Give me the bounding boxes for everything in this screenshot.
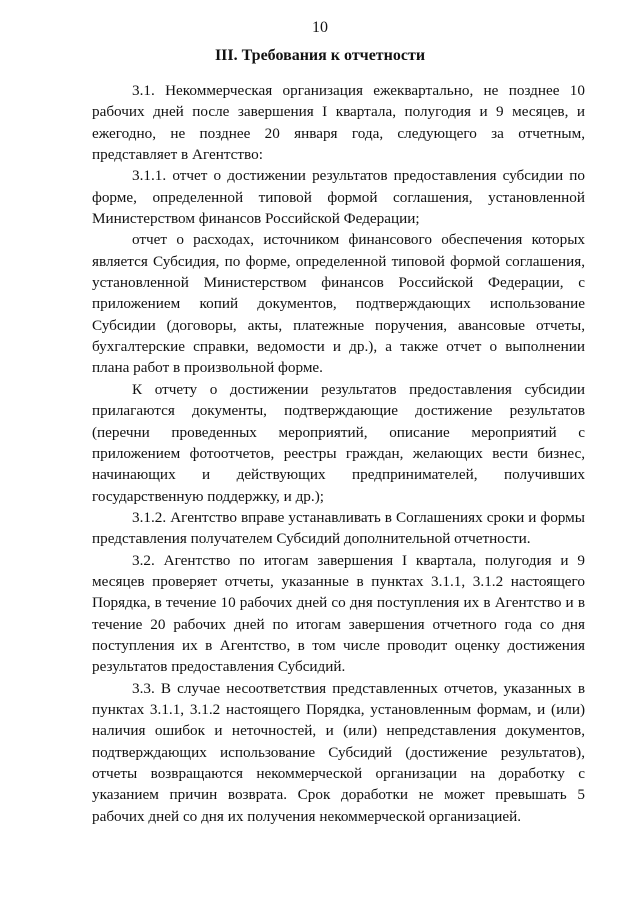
document-body <box>92 80 585 827</box>
paragraph-expense-report: отчет о расходах, источником финансового обеспечения которых является Субсидия, по форме, определенной типовой формой соглашения, установленной Министерством финансов Российской Федерации, с приложением копий документов, подтверждающих использование Субсидии (договоры, акты, платежные поручения, авансовые отчеты, бухгалтерские справки, ведомости и др.), а также отчет о выполнении плана работ в произвольной форме. <box>92 231 585 377</box>
paragraph-3-1-2: 3.1.2. Агентство вправе устанавливать в Соглашениях сроки и формы представления получателем Субсидий дополнительной отчетности. <box>92 508 585 548</box>
section-title: III. Требования к отчетности <box>214 47 426 64</box>
paragraph-3-1: 3.1. Некоммерческая организация ежеквартально, не позднее 10 рабочих дней после завершения I квартала, полугодия и 9 месяцев, и ежегодно, не позднее 20 января года, следующего за отчетным, представляет в Агентство: <box>92 82 585 164</box>
paragraph-3-3: 3.3. В случае несоответствия представленных отчетов, указанных в пунктах 3.1.1, 3.1.2 настоящего Порядка, установленным формам, и (или) наличия ошибок и неточностей, и (или) непредставления документов, подтверждающих использование Субсидий (достижение результатов), отчеты возвращаются некоммерческой организации на доработку с указанием причин возврата. Срок доработки не может превышать 5 рабочих дней со дня их получения некоммерческой организацией. <box>92 679 585 825</box>
paragraph-3-1-1: 3.1.1. отчет о достижении результатов предоставления субсидии по форме, определенной типовой формой соглашения, установленной Министерством финансов Российской Федерации; <box>92 167 585 228</box>
paragraph-3-2: 3.2. Агентство по итогам завершения I квартала, полугодия и 9 месяцев проверяет отчеты, указанные в пунктах 3.1.1, 3.1.2 настоящего Порядка, в течение 10 рабочих дней со дня поступления их в Агентство и в течение 20 рабочих дней по итогам завершения отчетного года со дня поступления их в Агентство, в том числе проводит оценку достижения результатов предоставления Субсидий. <box>92 551 585 676</box>
paragraph-report-attachments: К отчету о достижении результатов предоставления субсидии прилагаются документы, подтверждающие достижение результатов (перечни проведенных мероприятий, описание мероприятий с приложением фотоотчетов, реестры граждан, желающих вести бизнес, начинающих и действующих предпринимателей, получивших государственную поддержку, и др.); <box>92 380 585 505</box>
page-number: 10 <box>312 19 328 36</box>
